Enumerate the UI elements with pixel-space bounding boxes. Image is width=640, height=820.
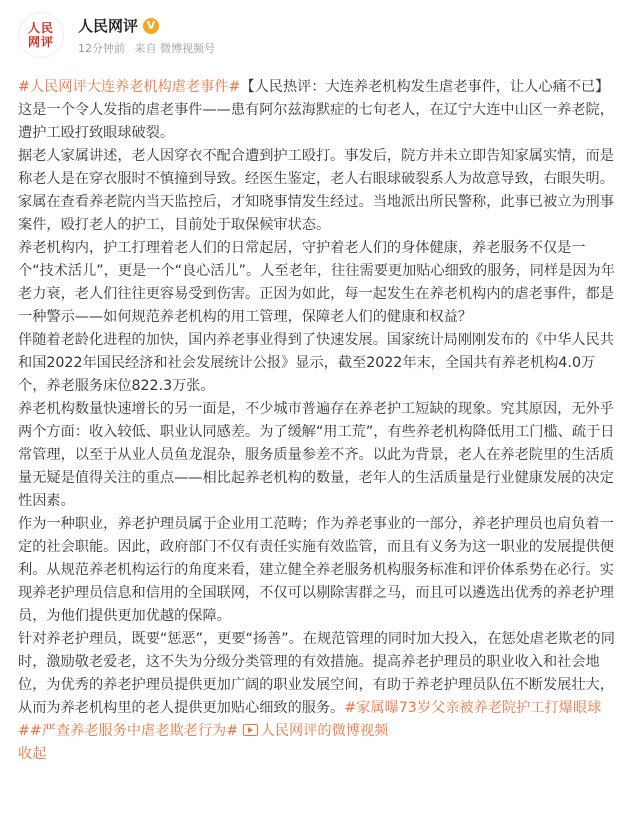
topic-link-main[interactable]: #人民网评大连养老机构虐老事件# bbox=[18, 79, 241, 95]
avatar[interactable] bbox=[18, 12, 64, 58]
paragraph-1 bbox=[18, 76, 618, 145]
username[interactable]: 人民网评 bbox=[78, 17, 139, 35]
paragraph-6: 作为一种职业，养老护理员属于企业用工范畴；作为养老事业的一部分，养老护理员也肩负着一定的社会职能。因此，政府部门不仅有责任实施有效监管，而且有义务为这一职业的发展提供便利。从规范养老机构运行的角度来看，建立健全养老服务机构服务标准和评价体系势在必行。实现养老护理员信息和信用的全国联网，不仅可以剔除害群之马，而且可以遴选出优秀的养老护理员，为他们提供更加优越的保障。 bbox=[18, 516, 614, 624]
paragraph-text: 【人民热评：大连养老机构发生虐老事件，让人心痛不已】这是一个令人发指的虐老事件——患有阿尔兹海默症的七旬老人，在辽宁大连中山区一养老院，遭护工殴打致眼球破裂。 bbox=[18, 79, 614, 141]
collapse-button[interactable]: 收起 bbox=[18, 746, 47, 762]
post-content bbox=[0, 76, 640, 766]
paragraph-4: 伴随着老龄化进程的加快，国内养老事业得到了快速发展。国家统计局刚刚发布的《中华人民共和国2022年国民经济和社会发展统计公报》显示，截至2022年末，全国共有养老机构4.0万个，养老服务床位822.3万张。 bbox=[18, 332, 614, 394]
paragraph-2: 据老人家属讲述，老人因穿衣不配合遭到护工殴打。事发后，院方并未立即告知家属实情，而是称老人是在穿衣服时不慎撞到导致。经医生鉴定，老人右眼球破裂系人为故意导致，右眼失明。家属在查看养老院内当天监控后，才知晓事情发生经过。当地派出所民警称，此事已被立为刑事案件，殴打老人的护工，目前处于取保候审状态。 bbox=[18, 148, 614, 233]
verified-badge-icon: V bbox=[143, 18, 159, 34]
topic-link-family[interactable]: #家属曝73岁父亲被养老院护工打爆眼球# bbox=[18, 700, 602, 739]
video-icon bbox=[243, 724, 258, 736]
post-header bbox=[0, 0, 640, 76]
video-link[interactable]: 人民网评的微博视频 bbox=[260, 723, 389, 739]
post-time[interactable]: 12分钟前 bbox=[78, 42, 125, 55]
paragraph-text: 针对养老护理员，既要“惩恶”，更要“扬善”。在规范管理的同时加大投入，在惩处虐老欺老的同时，激励敬老爱老，这不失为分级分类管理的有效措施。提高养老护理员的职业收入和社会地位，为优秀的养老护理员提供更加广阔的职业发展空间，有助于养老护理员队伍不断发展壮大，从而为养老机构里的老人提供更加贴心细致的服务。 bbox=[18, 631, 615, 716]
post-source[interactable]: 来自 微博视频号 bbox=[134, 42, 215, 55]
paragraph-7 bbox=[18, 628, 618, 766]
username-row bbox=[78, 15, 159, 36]
topic-link-investigate[interactable]: #严查养老服务中虐老欺老行为# bbox=[29, 723, 239, 739]
paragraph-5: 养老机构数量快速增长的另一面是，不少城市普遍存在养老护工短缺的现象。究其原因，无外乎两个方面：收入较低、职业认同感差。为了缓解“用工荒”，有些养老机构降低用工门槛、疏于日常管理，以至于从业人员鱼龙混杂，服务质量参差不齐。以此为背景，老人在养老院里的生活质量无疑是值得关注的重点——相比起养老机构的数量，老年人的生活质量是行业健康发展的决定性因素。 bbox=[18, 401, 615, 509]
post-meta bbox=[78, 40, 221, 56]
paragraph-3: 养老机构内，护工打理着老人们的日常起居，守护着老人们的身体健康，养老服务不仅是一个“技术活儿”，更是一个“良心活儿”。人至老年，往往需要更加贴心细致的服务，同样是因为年老力衰，老人们往往更容易受到伤害。正因为如此，每一起发生在养老机构内的虐老事件，都是一种警示——如何规范养老机构的用工管理，保障老人们的健康和权益？ bbox=[18, 240, 615, 325]
avatar-logo-text-bottom: 网评 bbox=[27, 35, 54, 49]
avatar-logo-text-top: 人民 bbox=[27, 21, 54, 35]
